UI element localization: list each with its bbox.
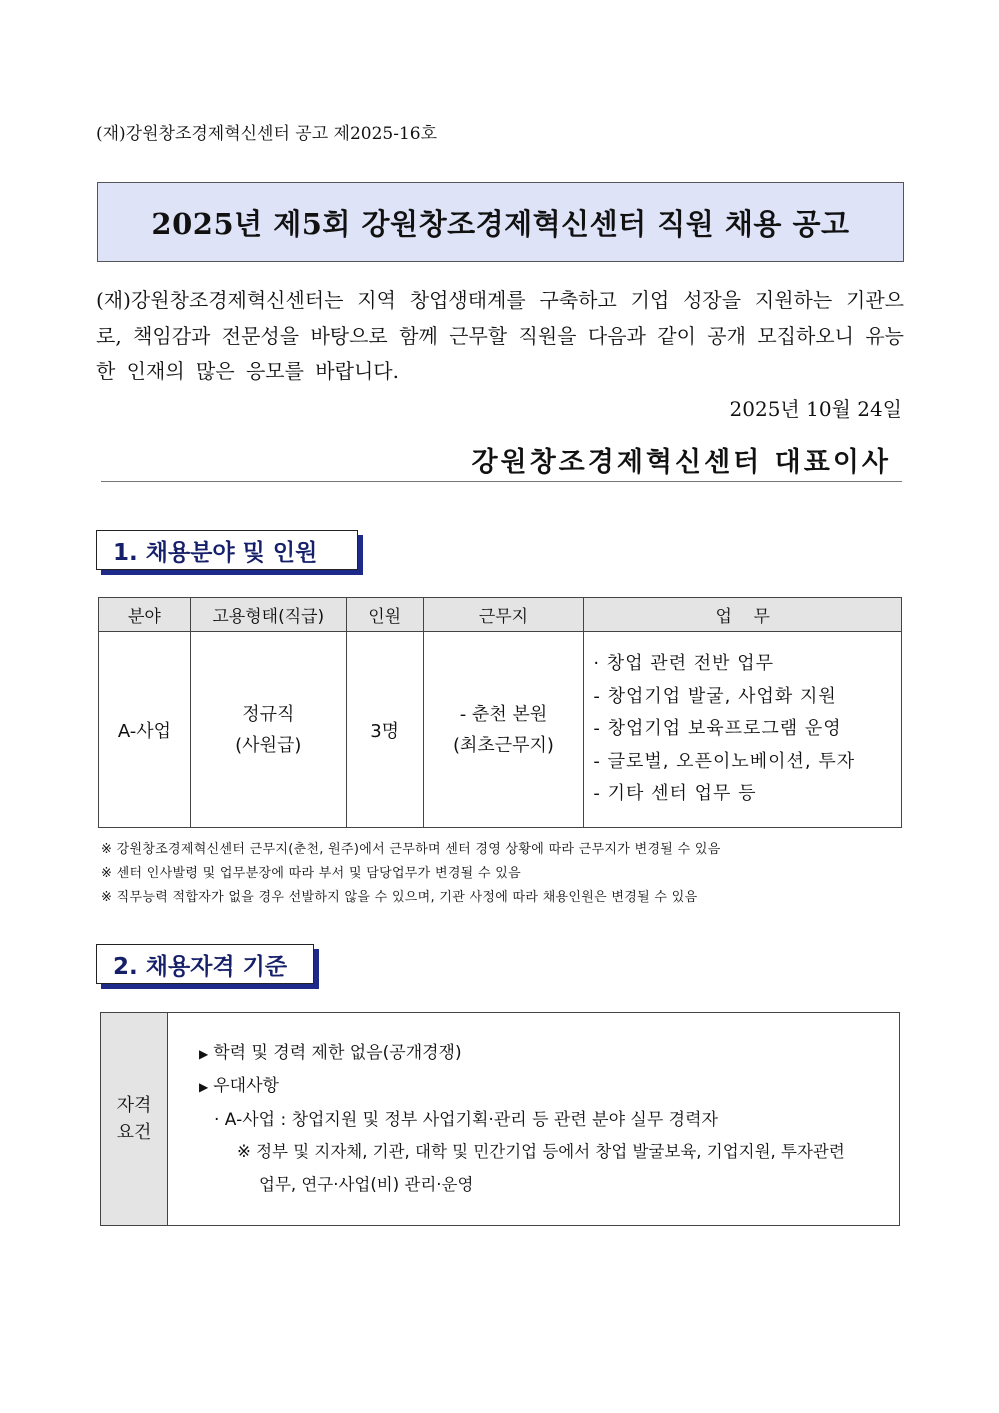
section2-heading [96,944,314,984]
triangle-right-icon: ▶ [199,1046,209,1061]
duty-item: - 창업기업 발굴, 사업화 지원 [593,685,837,707]
column-header: 분야 [99,598,191,632]
qualification-item [177,1070,899,1104]
employment-type: 정규직 [242,703,295,725]
intro-paragraph: (재)강원창조경제혁신센터는 지역 창업생태계를 구축하고 기업 성장을 지원하는 기관으로, 책임감과 전문성을 바탕으로 함께 근무할 직원을 다음과 같이 공개 모집하오니 유능한 인재의 많은 응모를 바랍니다. [96,288,904,383]
qualification-label-line: 요건 [116,1122,152,1143]
location-cell [423,632,584,828]
notes [101,838,721,910]
duty-item: - 기타 센터 업무 등 [593,783,757,805]
headcount-cell: 3명 [346,632,423,828]
table-header-row [99,598,902,632]
note-item: ※ 직무능력 적합자가 없을 경우 선발하지 않을 수 있으며, 기관 사정에 따라 채용인원은 변경될 수 있음 [101,890,698,905]
section1-heading-text: 1. 채용분야 및 인원 [113,539,318,566]
qualification-body-cell [168,1013,900,1226]
title-box [97,182,904,262]
duty-item: - 글로벌, 오픈이노베이션, 투자 [593,750,856,772]
table-row [99,632,902,828]
field-cell: A-사업 [99,632,191,828]
rank: (사원급) [235,734,302,756]
note-item: ※ 강원창조경제혁신센터 근무지(춘천, 원주)에서 근무하며 센터 경영 상황에 따라 근무지가 변경될 수 있음 [101,842,721,857]
preferred-note-continued: 업무, 연구·사업(비) 관리·운영 [259,1174,474,1194]
triangle-right-icon: ▶ [199,1080,209,1095]
notice-number: (재)강원창조경제혁신센터 공고 제2025-16호 [96,124,438,144]
section2-heading-text: 2. 채용자격 기준 [113,953,288,980]
duty-item: · 창업 관련 전반 업무 [593,653,775,675]
location: - 춘천 본원 [459,703,548,725]
announcement-date: 2025년 10월 24일 [729,397,902,421]
page-title: 2025년 제5회 강원창조경제혁신센터 직원 채용 공고 [151,206,850,241]
location-note: (최초근무지) [452,734,554,756]
recruitment-table [98,597,902,828]
duties-cell [584,632,902,828]
column-header: 고용형태(직급) [190,598,346,632]
qualification-item-text: 학력 및 경력 제한 없음(공개경쟁) [213,1042,462,1063]
qualification-item-text: 우대사항 [213,1076,279,1097]
qualification-label-cell [101,1013,168,1226]
signer: 강원창조경제혁신센터 대표이사 [471,447,891,478]
table-row [101,1013,900,1226]
qualification-item [177,1037,899,1071]
preferred-note: ※ 정부 및 지자체, 기관, 대학 및 민간기업 등에서 창업 발굴보육, 기업지원, 투자관련 [237,1142,845,1162]
column-header: 업 무 [584,598,902,632]
employment-type-cell [190,632,346,828]
qualification-table [100,1012,900,1226]
note-item: ※ 센터 인사발령 및 업무분장에 따라 부서 및 담당업무가 변경될 수 있음 [101,866,521,881]
qualification-label-line: 자격 [116,1095,152,1116]
signer-divider [101,481,902,482]
column-header: 근무지 [423,598,584,632]
duty-item: - 창업기업 보육프로그램 운영 [593,718,842,740]
column-header: 인원 [346,598,423,632]
section1-heading [96,530,358,570]
preferred-item: · A-사업 : 창업지원 및 정부 사업기획·관리 등 관련 분야 실무 경력자 [214,1109,718,1130]
